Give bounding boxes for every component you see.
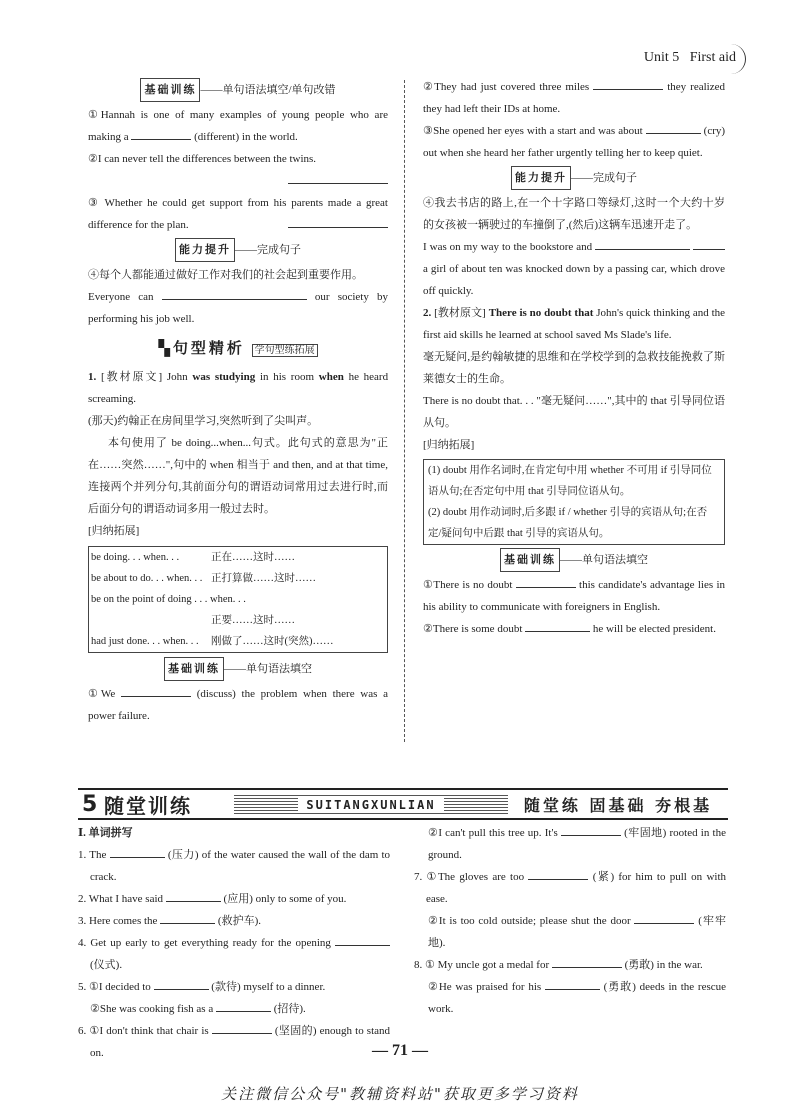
page-number: — 71 — [372, 1042, 428, 1059]
column-divider [404, 80, 405, 742]
pattern-1-translation: (那天)约翰正在房间里学习,突然听到了尖叫声。 [88, 415, 319, 427]
pattern-2-explanation: There is no doubt that. . . "毫无疑问……",其中的 that 引导同位语从句。 [423, 395, 725, 429]
item-7a: 7. ①The gloves are too (紧) for him to pull on with ease. [414, 866, 726, 910]
practice-banner [78, 788, 728, 820]
answer-blank[interactable] [160, 911, 215, 924]
exercise-r2: ③She opened her eyes with a start and was about (cry) out when she heard her father urgently telling her to keep quiet. [423, 120, 725, 164]
pattern-2-translation: 毫无疑问,是约翰敏捷的思维和在学校学到的急救技能挽救了斯莱德女士的生命。 [423, 351, 725, 385]
item-1: 1. The (压力) of the water caused the wall of the dam to crack. [78, 844, 390, 888]
answer-blank[interactable] [545, 977, 600, 990]
table-row: had just done. . . when. . . 刚做了……这时(突然)…… [91, 636, 334, 647]
answer-blank[interactable] [335, 933, 390, 946]
answer-blank[interactable] [110, 845, 165, 858]
answer-blank[interactable] [154, 977, 209, 990]
practice-left [78, 822, 390, 1064]
answer-blank[interactable] [528, 867, 588, 880]
banner-number: 5 [82, 791, 98, 817]
answer-blank[interactable] [634, 911, 694, 924]
item-6b: ②I can't pull this tree up. It's (牢固地) rooted in the ground. [414, 822, 726, 866]
exercise-3: ③ Whether he could get support from his parents made a great difference for the plan. [88, 197, 388, 231]
item-5b: ②She was cooking fish as a (招待). [78, 998, 390, 1020]
pattern-2: 2. [教材原文] There is no doubt that John's quick thinking and the first aid skills he learned at school saved Ms Slade's life. [423, 307, 726, 341]
table-row: be about to do. . . when. . . 正打算做……这时…… [91, 573, 316, 584]
pattern-1: 1. [教材原文] John was studying in his room when he heard screaming. [88, 371, 389, 405]
answer-blank[interactable] [288, 215, 388, 228]
exercise-r3: I was on my way to the bookstore and a girl of about ten was knocked down by a passing car, which drove off quickly. [423, 236, 725, 302]
exercise-5: ①We (discuss) the problem when there was a power failure. [88, 683, 388, 727]
answer-blank[interactable] [516, 575, 576, 588]
exercise-r4: ①There is no doubt this candidate's advantage lies in his ability to communicate with foreigners in English. [423, 574, 725, 618]
basic-training-heading-right: 基础训练 ——单句语法填空 [423, 548, 725, 572]
exercise-1: ①Hannah is one of many examples of young people who are making a (different) in the world. [88, 109, 388, 143]
banner-pinyin-strip: SUITANGXUNLIAN [234, 794, 508, 814]
unit-label: Unit 5 [643, 50, 680, 65]
answer-blank[interactable] [593, 77, 663, 90]
answer-blank[interactable] [561, 823, 621, 836]
answer-blank[interactable] [131, 127, 191, 140]
item-8b: ②He was praised for his (勇敢) deeds in the rescue work. [414, 976, 726, 1020]
answer-blank[interactable] [646, 121, 701, 134]
sentence-analysis-title: ▚句型精析 学句型练拓展 [88, 338, 388, 362]
answer-blank[interactable] [288, 171, 388, 184]
exercise-r5: ②There is some doubt he will be elected president. [423, 618, 725, 640]
item-5a: 5. ①I decided to (款待) myself to a dinner. [78, 976, 390, 998]
answer-blank[interactable] [525, 619, 590, 632]
answer-blank[interactable] [162, 287, 307, 300]
banner-title: 随堂训练 [104, 793, 192, 818]
ability-heading-right: 能力提升 ——完成句子 [423, 166, 725, 190]
exercise-4: Everyone can our society by performing his job well. [88, 286, 388, 330]
exercise-r3-cn: ④我去书店的路上,在一个十字路口等绿灯,这时一个大约十岁的女孩被一辆驶过的车撞倒了,(然后)这辆车迅速开走了。 [423, 197, 725, 231]
banner-slogan: 随堂练 固基础 夯根基 [523, 795, 713, 815]
doubt-usage-box: (1) doubt 用作名词时,在肯定句中用 whether 不可用 if 引导同位语从句;在否定句中用 that 引导同位语从句。 (2) doubt 用作动词时,后多跟 if / whether 引导的宾语从句;在否定/疑问句中后跟 that 引导的宾语从句。 [423, 459, 725, 545]
exercise-r1: ②They had just covered three miles they realized they had left their IDs at home. [423, 76, 725, 120]
spelling-heading: Ⅰ. 单词拼写 [78, 827, 133, 839]
footer-note: 关注微信公众号"教辅资料站"获取更多学习资料 [221, 1085, 579, 1103]
ability-heading: 能力提升 ——完成句子 [88, 238, 388, 262]
practice-right [414, 822, 726, 1020]
running-header [644, 50, 736, 66]
unit-title: First aid [689, 50, 736, 65]
extension-label-right: [归纳拓展] [423, 439, 475, 451]
header-decoration [731, 44, 746, 74]
exercise-2: ②I can never tell the differences between the twins. [88, 153, 317, 165]
item-2: 2. What I have said (应用) only to some of you. [78, 888, 390, 910]
answer-blank[interactable] [552, 955, 622, 968]
extension-label: [归纳拓展] [88, 525, 140, 537]
basic-training-heading-2: 基础训练 ——单句语法填空 [88, 657, 388, 681]
table-row: be on the point of doing . . . when. . . [91, 594, 246, 605]
item-8a: 8. ① My uncle got a medal for (勇敢) in the war. [414, 954, 726, 976]
item-3: 3. Here comes the (救护车). [78, 910, 390, 932]
answer-blank[interactable] [121, 684, 191, 697]
answer-blank[interactable] [212, 1021, 272, 1034]
right-column [423, 76, 725, 640]
left-column [88, 76, 388, 727]
answer-blank[interactable] [693, 237, 725, 250]
exercise-4-cn: ④每个人都能通过做好工作对我们的社会起到重要作用。 [88, 269, 363, 281]
item-4: 4. Get up early to get everything ready for the opening (仪式). [78, 932, 390, 976]
pattern-table [88, 546, 388, 653]
pattern-1-explanation: 本句使用了 be doing...when...句式。此句式的意思为"正在……突然……",句中的 when 相当于 and then, and at that time,连接两个并列分句,其前面分句的谓语动词常用过去进行时,而后面分句的谓语动词多用一般过去时。 [88, 437, 388, 515]
answer-blank[interactable] [166, 889, 221, 902]
basic-training-heading: 基础训练 ——单句语法填空/单句改错 [88, 78, 388, 102]
item-6a: 6. ①I don't think that chair is (坚固的) enough to stand on. [78, 1020, 390, 1064]
table-row: 正要……这时…… [211, 615, 295, 626]
item-7b: ②It is too cold outside; please shut the door (牢牢地). [414, 910, 726, 954]
answer-blank[interactable] [216, 999, 271, 1012]
table-row: be doing. . . when. . . 正在……这时…… [91, 552, 295, 563]
answer-blank[interactable] [595, 237, 690, 250]
